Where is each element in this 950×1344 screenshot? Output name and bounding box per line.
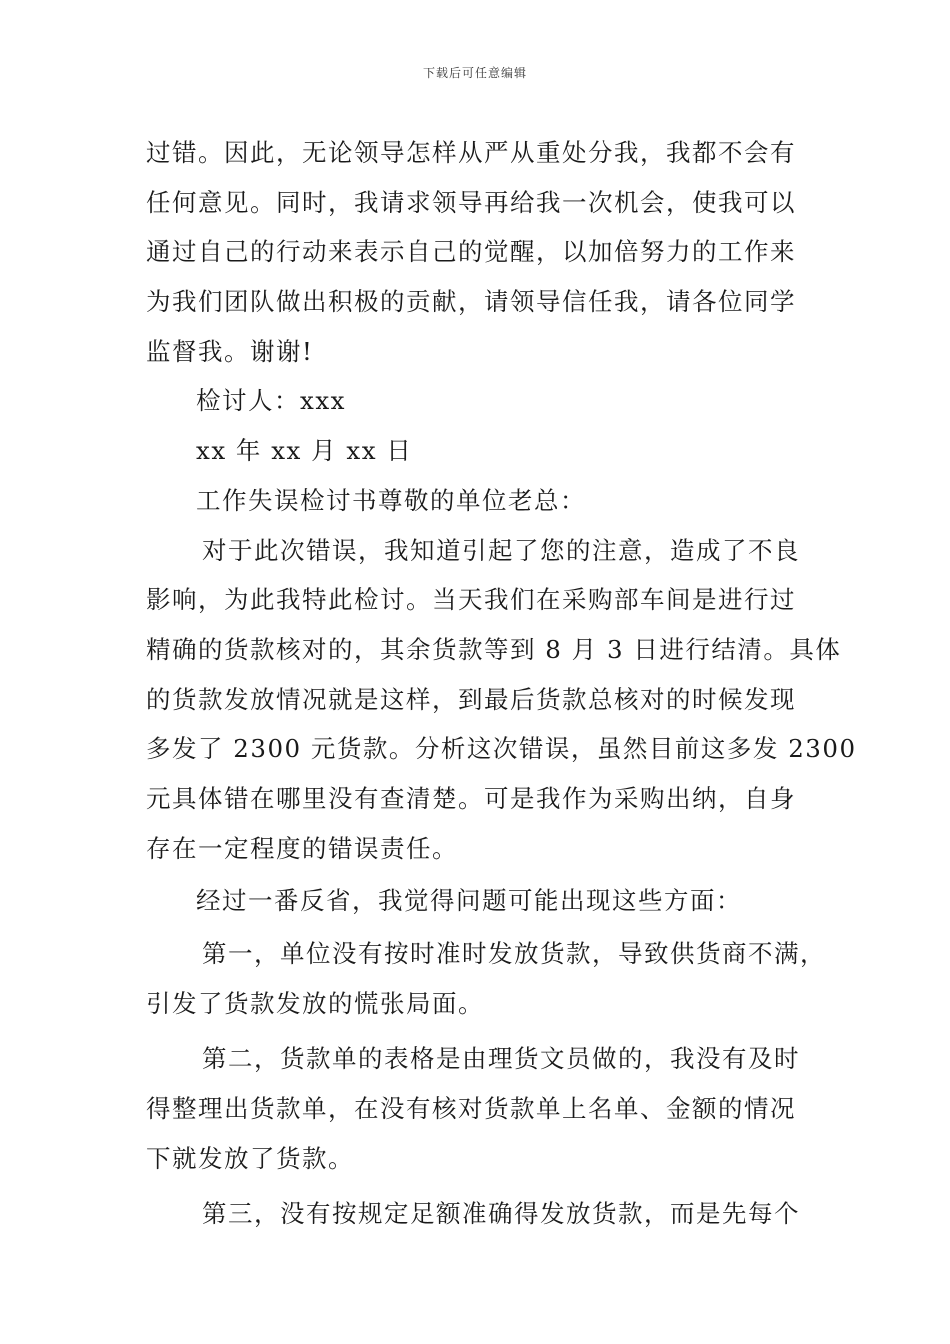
document-body <box>146 128 857 1239</box>
text-line: 精确的货款核对的，其余货款等到 8 月 3 日进行结清。具体 <box>146 634 842 664</box>
text-line: 过错。因此，无论领导怎样从严从重处分我，我都不会有 <box>146 138 796 167</box>
page-header-note: 下载后可任意编辑 <box>422 66 527 80</box>
text-line: 得整理出货款单，在没有核对货款单上名单、金额的情况 <box>146 1094 796 1124</box>
text-line: 下就发放了货款。 <box>146 1143 354 1173</box>
section-heading: 工作失误检讨书尊敬的单位老总： <box>196 485 586 515</box>
text-line: 的货款发放情况就是这样，到最后货款总核对的时候发现 <box>146 684 796 714</box>
text-line: 任何意见。同时，我请求领导再给我一次机会，使我可以 <box>146 187 796 217</box>
text-line: 对于此次错误，我知道引起了您的注意，造成了不良 <box>202 535 800 565</box>
text-line: 经过一番反省，我觉得问题可能出现这些方面： <box>196 886 742 916</box>
signature-line: 检讨人：xxx <box>196 386 346 416</box>
date-line: xx 年 xx 月 xx 日 <box>196 436 413 466</box>
text-line: 引发了货款发放的慌张局面。 <box>146 988 484 1018</box>
text-line: 通过自己的行动来表示自己的觉醒，以加倍努力的工作来 <box>146 237 796 267</box>
text-line: 第三，没有按规定足额准确得发放货款，而是先每个 <box>202 1199 800 1229</box>
text-line: 监督我。谢谢! <box>146 336 314 366</box>
text-line: 第一，单位没有按时准时发放货款，导致供货商不满， <box>202 939 826 968</box>
text-line: 存在一定程度的错误责任。 <box>146 833 458 863</box>
text-line: 第二，货款单的表格是由理货文员做的，我没有及时 <box>202 1044 800 1074</box>
text-line: 元具体错在哪里没有查清楚。可是我作为采购出纳，自身 <box>146 783 796 813</box>
text-line: 多发了 2300 元货款。分析这次错误，虽然目前这多发 2300 <box>146 734 857 764</box>
text-line: 影响，为此我特此检讨。当天我们在采购部车间是进行过 <box>146 585 796 615</box>
text-line: 为我们团队做出积极的贡献，请领导信任我，请各位同学 <box>146 287 796 317</box>
